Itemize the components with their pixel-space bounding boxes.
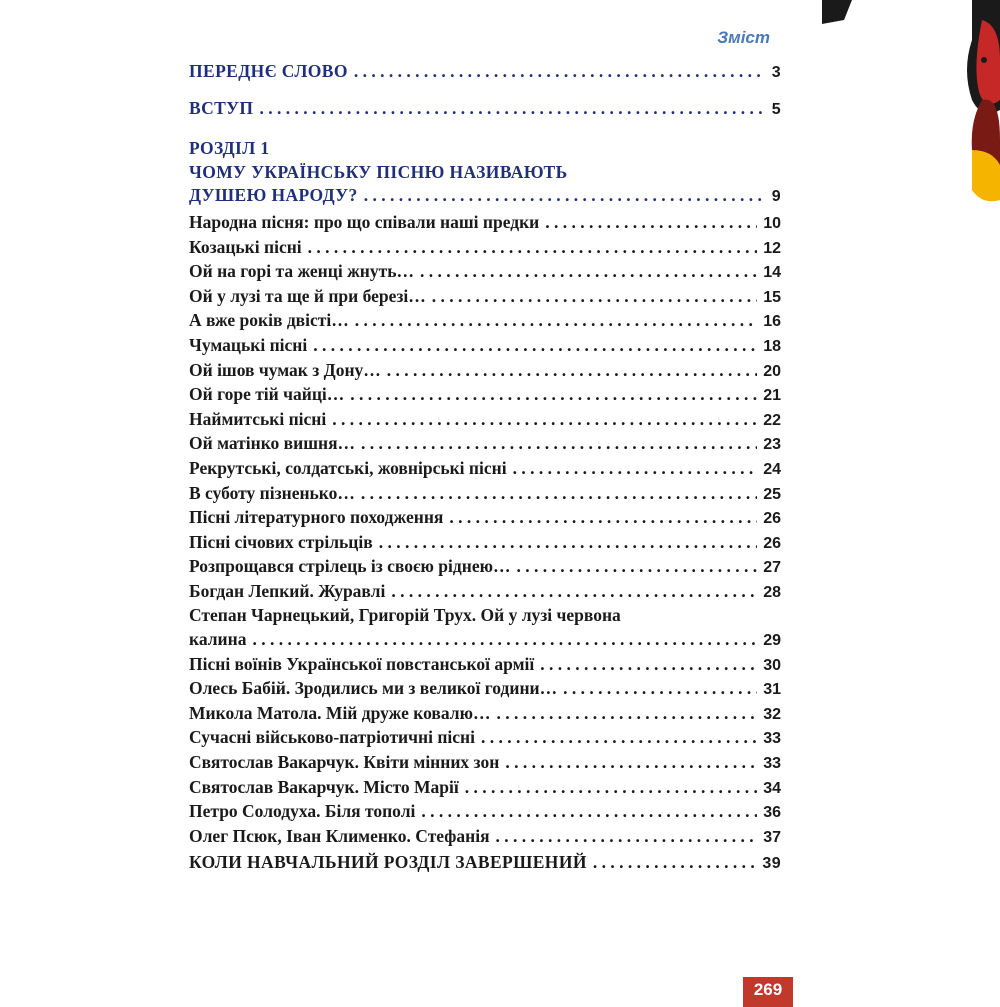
toc-entry (189, 506, 781, 531)
dot-leader (252, 628, 757, 652)
toc-entry-title: Ой горе тій чайці… (189, 384, 345, 405)
toc-entry-page: 15 (763, 288, 781, 306)
toc-entry-page: 30 (763, 656, 781, 674)
toc-entry-title: Ой ішов чумак з Дону… (189, 359, 381, 380)
toc-entry-title: Петро Солодуха. Біля тополі (189, 801, 416, 822)
toc-entry-title: Сучасні військово-патріотичні пісні (189, 727, 475, 748)
dot-leader (259, 97, 765, 121)
dot-leader (308, 236, 758, 260)
toc-entry-page: 33 (763, 730, 781, 748)
toc-entry-title: ПЕРЕДНЄ СЛОВО (189, 61, 348, 81)
toc-entry (189, 531, 781, 556)
toc-entry-title: В суботу пізненько… (189, 482, 355, 503)
toc-entry-page: 31 (763, 681, 781, 699)
toc-entry-page: 16 (763, 313, 781, 331)
section-title: Зміст (717, 28, 770, 47)
toc-entry-page: 39 (762, 855, 781, 873)
toc-entry-title: Олесь Бабій. Зродились ми з великої години… (189, 678, 558, 699)
toc-entry (189, 825, 781, 850)
toc-entry (189, 432, 781, 457)
dot-leader (387, 359, 757, 383)
toc-entry-title: Микола Матола. Мій друже ковалю… (189, 702, 491, 723)
decorative-illustration (822, 0, 1000, 230)
toc-entry-page: 3 (771, 64, 781, 81)
dot-leader (465, 776, 757, 800)
margin-illustration (822, 0, 1000, 1000)
toc-entry-title: Козацькі пісні (189, 236, 302, 257)
toc-entry-title: Рекрутські, солдатські, жовнірські пісні (189, 457, 507, 478)
dot-leader (593, 851, 757, 875)
toc-entry (189, 555, 781, 580)
toc-entry (189, 285, 781, 310)
toc-entry-title: Розпрощався стрілець із своєю ріднею… (189, 556, 511, 577)
toc-entry (189, 211, 781, 236)
toc-entry-title-line: Степан Чарнецький, Григорій Трух. Ой у лузі червона (189, 605, 621, 626)
toc-entry (189, 359, 781, 384)
toc-entry-page: 5 (771, 100, 781, 118)
dot-leader (496, 702, 757, 726)
chapter-heading (189, 137, 781, 209)
dot-leader (540, 653, 757, 677)
toc-entry (189, 236, 781, 261)
toc-entry-page: 26 (763, 534, 781, 552)
toc-entry-title: Ой у лузі та ще й при березі… (189, 285, 426, 306)
dot-leader (516, 555, 757, 579)
toc-entry-title: ВСТУП (189, 97, 254, 118)
toc-entry-page: 21 (763, 387, 781, 405)
toc-entry (189, 482, 781, 507)
toc-entry-page: 12 (763, 239, 781, 257)
toc-entry-page: 22 (763, 411, 781, 429)
dot-leader (420, 260, 757, 284)
toc-entry (189, 309, 781, 334)
toc-entry-title: Наймитські пісні (189, 408, 327, 429)
dot-leader (391, 580, 757, 604)
toc-entry-title: КОЛИ НАВЧАЛЬНИЙ РОЗДІЛ ЗАВЕРШЕНИЙ (189, 852, 587, 873)
toc-entry (189, 751, 781, 776)
chapter-label: РОЗДІЛ 1 (189, 138, 270, 159)
toc-entry (189, 408, 781, 433)
dot-leader (354, 60, 766, 84)
toc-entry-title: Народна пісня: про що співали наші предки (189, 211, 540, 232)
dot-leader (563, 677, 757, 701)
toc-entry-page: 26 (763, 510, 781, 528)
dot-leader (545, 211, 757, 235)
toc-entry (189, 677, 781, 702)
table-of-contents (189, 60, 781, 876)
toc-entry (189, 653, 781, 678)
toc-entry-title: Ой на горі та женці жнуть… (189, 261, 414, 282)
toc-entry-page: 34 (763, 779, 781, 797)
toc-entry-page: 27 (763, 559, 781, 577)
dot-leader (313, 334, 757, 358)
toc-entry-page: 25 (763, 485, 781, 503)
chapter-title-line: ДУШЕЮ НАРОДУ? (189, 185, 358, 206)
toc-entry-page: 37 (763, 828, 781, 846)
dot-leader (481, 726, 757, 750)
dot-leader (361, 432, 757, 456)
toc-entry-title: Пісні воїнів Української повстанської армії (189, 653, 535, 674)
dot-leader (361, 482, 757, 506)
toc-entry-page: 14 (763, 264, 781, 282)
toc-entry-page: 36 (763, 804, 781, 822)
toc-entry-title: Святослав Вакарчук. Квіти мінних зон (189, 752, 500, 773)
toc-entry-page: 10 (763, 214, 781, 232)
toc-entry-intro (189, 97, 781, 122)
dot-leader (421, 800, 757, 824)
toc-entry (189, 800, 781, 825)
toc-entry-title: Ой матінко вишня… (189, 433, 356, 454)
dot-leader (513, 457, 758, 481)
toc-entry-page: 18 (763, 337, 781, 355)
toc-entry-title: Чумацькі пісні (189, 334, 308, 355)
toc-entry (189, 726, 781, 751)
dot-leader (355, 309, 757, 333)
toc-entry-title: Олег Псюк, Іван Клименко. Стефанія (189, 825, 490, 846)
toc-entry (189, 334, 781, 359)
toc-entry (189, 260, 781, 285)
toc-items (189, 211, 781, 876)
toc-entry-title: А вже років двісті… (189, 310, 349, 331)
toc-entry-foreword (189, 60, 781, 85)
toc-entry-page: 33 (763, 755, 781, 773)
toc-entry-title: калина (189, 629, 247, 650)
toc-entry-title: Пісні літературного походження (189, 507, 444, 528)
toc-entry (189, 383, 781, 408)
toc-entry-chapter-end (189, 851, 781, 876)
toc-entry (189, 702, 781, 727)
toc-entry-chapter (189, 184, 781, 209)
dot-leader (496, 825, 758, 849)
toc-entry-page: 23 (763, 436, 781, 454)
toc-entry-page: 32 (763, 705, 781, 723)
toc-entry (189, 628, 781, 653)
toc-entry-page: 9 (771, 188, 781, 206)
toc-entry (189, 457, 781, 482)
toc-entry-title: Пісні січових стрільців (189, 531, 373, 552)
toc-entry-page: 24 (763, 460, 781, 478)
toc-entry-title: Святослав Вакарчук. Місто Марії (189, 776, 459, 797)
dot-leader (332, 408, 757, 432)
dot-leader (350, 383, 757, 407)
dot-leader (449, 506, 757, 530)
dot-leader (505, 751, 757, 775)
dot-leader (432, 285, 757, 309)
toc-entry-title: Богдан Лепкий. Журавлі (189, 580, 386, 601)
page-number-badge: 269 (743, 977, 793, 1007)
toc-entry-page: 28 (763, 583, 781, 601)
toc-entry (189, 776, 781, 801)
toc-entry-page: 29 (763, 632, 781, 650)
chapter-title-line: ЧОМУ УКРАЇНСЬКУ ПІСНЮ НАЗИВАЮТЬ (189, 161, 568, 182)
dot-leader (379, 531, 758, 555)
toc-entry-page: 20 (763, 362, 781, 380)
dot-leader (364, 184, 766, 208)
toc-entry (189, 580, 781, 605)
